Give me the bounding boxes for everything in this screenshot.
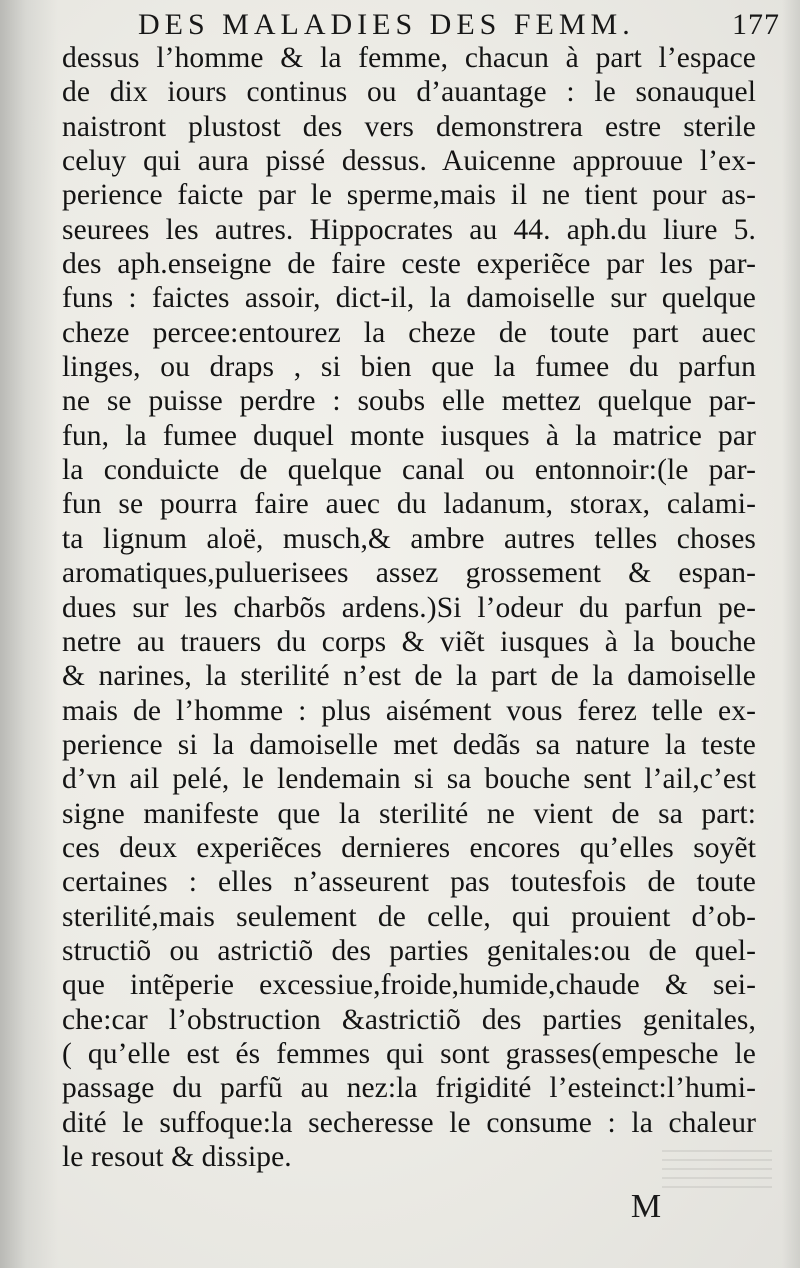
gutter-shadow — [0, 0, 58, 1268]
text-line: la conduicte de quelque canal ou entonnoir:(le par- — [62, 454, 756, 487]
text-line: ta lignum aloë, musch,& ambre autres telles choses — [62, 522, 756, 555]
running-title: DES MALADIES DES FEMM. — [138, 8, 635, 41]
text-line: signe manifeste que la sterilité ne vient de sa part: — [62, 797, 756, 830]
text-line: structiõ ou astrictiõ des parties genitales:ou de quel- — [62, 934, 756, 967]
text-line: cheze percee:entourez la cheze de toute part auec — [62, 316, 756, 349]
text-line: des aph.enseigne de faire ceste experiẽce par les par- — [62, 248, 756, 281]
text-line: funs : faictes assoir, dict-il, la damoiselle sur quelque — [62, 282, 756, 315]
text-line: seurees les autres. Hippocrates au 44. aph.du liure 5. — [62, 213, 756, 246]
text-line: perience si la damoiselle met dedãs sa nature la teste — [62, 728, 756, 761]
text-line: de dix iours continus ou d’auantage : le sonauquel — [62, 76, 756, 109]
text-line: ( qu’elle est és femmes qui sont grasses(empesche le — [62, 1037, 756, 1070]
text-line: passage du parfũ au nez:la frigidité l’esteinct:l’humi- — [62, 1072, 756, 1105]
text-line: dité le suffoque:la secheresse le consume : la chaleur — [62, 1106, 756, 1139]
text-line: che:car l’obstruction &astrictiõ des parties genitales, — [62, 1003, 756, 1036]
text-line: ces deux experiẽces dernieres encores qu’elles soyẽt — [62, 831, 756, 864]
text-line: ne se puisse perdre : soubs elle mettez quelque par- — [62, 385, 756, 418]
page-edge — [782, 0, 800, 1268]
text-line: fun, la fumee duquel monte iusques à la matrice par — [62, 419, 756, 452]
text-line: linges, ou draps , si bien que la fumee du parfun — [62, 351, 756, 384]
text-line: sterilité,mais seulement de celle, qui prouient d’ob- — [62, 900, 756, 933]
text-line: d’vn ail pelé, le lendemain si sa bouche sent l’ail,c’est — [62, 763, 756, 796]
text-line: dues sur les charbõs ardens.)Si l’odeur du parfun pe- — [62, 591, 756, 624]
text-line: certaines : elles n’asseurent pas toutesfois de toute — [62, 866, 756, 899]
text-line: & narines, la sterilité n’est de la part de la damoiselle — [62, 660, 756, 693]
page-number: 177 — [732, 8, 780, 41]
text-line: naistront plustost des vers demonstrera estre sterile — [62, 110, 756, 143]
text-line: le resout & dissipe. — [62, 1141, 292, 1173]
text-line: netre au trauers du corps & viẽt iusques à la bouche — [62, 625, 756, 658]
text-line: dessus l’homme & la femme, chacun à part l’espace — [62, 42, 756, 74]
text-line: aromatiques,puluerisees assez grossement & espan- — [62, 557, 756, 590]
body-text — [62, 41, 756, 1174]
text-line: mais de l’homme : plus aisément vous ferez telle ex- — [62, 694, 756, 727]
text-line: celuy qui aura pissé dessus. Auicenne approuue l’ex- — [62, 145, 756, 178]
text-line: fun se pourra faire auec du ladanum, storax, calami- — [62, 488, 756, 521]
text-line: que intẽperie excessiue,froide,humide,chaude & sei- — [62, 969, 756, 1002]
text-line: perience faicte par le sperme,mais il ne tient pour as- — [62, 179, 756, 212]
signature-mark: M — [630, 1188, 662, 1225]
